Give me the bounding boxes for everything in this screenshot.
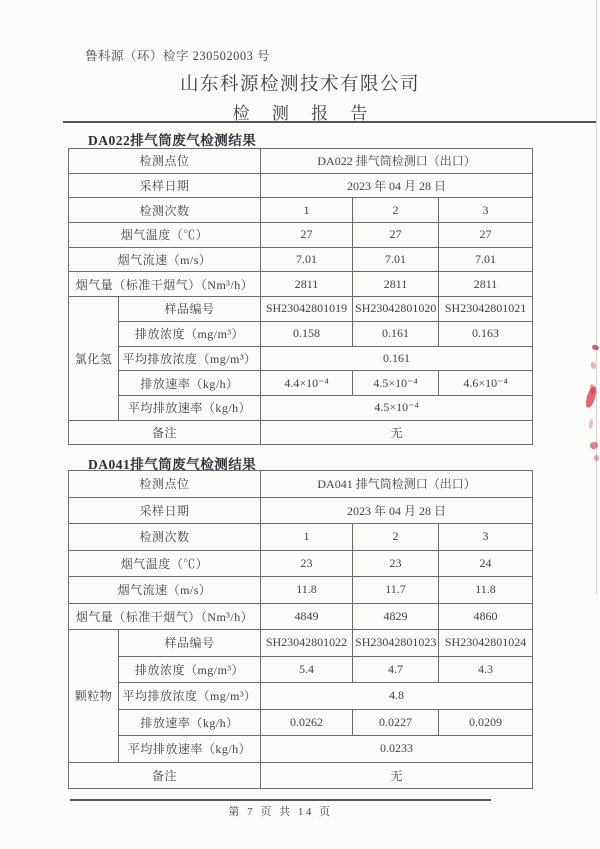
- row-value: 2023 年 04 月 28 日: [261, 497, 533, 524]
- table-row: [69, 471, 533, 498]
- row-label: 烟气温度（℃）: [69, 223, 261, 248]
- cell-value: 1: [261, 198, 353, 223]
- row-label: 检测次数: [69, 524, 261, 551]
- table-row: [69, 272, 533, 297]
- table-row: [69, 524, 533, 551]
- cell-value: 27: [353, 223, 439, 248]
- row-label: 检测次数: [69, 198, 261, 223]
- table-row: [69, 247, 533, 272]
- pollutant-name: 氯化氢: [69, 297, 119, 420]
- table-row: [69, 395, 533, 420]
- row-value: 0.161: [261, 346, 533, 371]
- table-row: [69, 762, 533, 789]
- row-label: 平均排放速率（kg/h）: [119, 736, 261, 763]
- row-value: 无: [261, 762, 533, 789]
- cell-value: 2: [353, 524, 439, 551]
- table-row: [69, 683, 533, 710]
- cell-value: SH23042801020: [353, 297, 439, 322]
- row-label: 采样日期: [69, 173, 261, 198]
- table-row: [69, 736, 533, 763]
- cell-value: 11.8: [261, 577, 353, 604]
- cell-value: 0.0227: [353, 709, 439, 736]
- company-name: 山东科源检测技术有限公司: [179, 75, 420, 95]
- cell-value: 1: [261, 524, 353, 551]
- table-row: [69, 656, 533, 683]
- row-value: 0.0233: [261, 736, 533, 763]
- table-row: [69, 630, 533, 657]
- row-label: 烟气量（标准干烟气）（Nm³/h）: [69, 603, 261, 630]
- row-label: 检测点位: [69, 149, 261, 174]
- cell-value: SH23042801019: [261, 297, 353, 322]
- table-row: [69, 577, 533, 604]
- cell-value: 4.4×10⁻⁴: [261, 371, 353, 396]
- da041-results-table: [68, 470, 533, 789]
- footer-divider: [70, 799, 491, 801]
- cell-value: 23: [353, 550, 439, 577]
- table-row: [69, 709, 533, 736]
- row-label: 排放浓度（mg/m³）: [119, 656, 261, 683]
- cell-value: 4.6×10⁻⁴: [439, 371, 533, 396]
- row-value: DA022 排气筒检测口（出口）: [261, 149, 533, 174]
- cell-value: 23: [261, 550, 353, 577]
- cell-value: 27: [261, 223, 353, 248]
- cell-value: 2811: [353, 272, 439, 297]
- cell-value: SH23042801024: [439, 630, 533, 657]
- row-label: 排放速率（kg/h）: [119, 371, 261, 396]
- row-label: 备注: [69, 420, 261, 445]
- row-label: 烟气量（标准干烟气）（Nm³/h）: [69, 272, 261, 297]
- cell-value: SH23042801023: [353, 630, 439, 657]
- table-row: [69, 198, 533, 223]
- row-value: DA041 排气筒检测口（出口）: [261, 471, 533, 498]
- table-row: [69, 297, 533, 322]
- row-label: 平均排放浓度（mg/m³）: [119, 683, 261, 710]
- table-row: [69, 550, 533, 577]
- cell-value: 4829: [353, 603, 439, 630]
- row-value: 4.8: [261, 683, 533, 710]
- table-row: [69, 223, 533, 248]
- table-row: [69, 603, 533, 630]
- table-row: [69, 149, 533, 174]
- row-label: 样品编号: [119, 630, 261, 657]
- cell-value: 4.7: [353, 656, 439, 683]
- section-title-da022: DA022排气筒废气检测结果: [88, 133, 257, 148]
- cell-value: 27: [439, 223, 533, 248]
- table-row: [69, 321, 533, 346]
- row-value: 无: [261, 420, 533, 445]
- cell-value: 0.161: [353, 321, 439, 346]
- report-title: 检 测 报 告: [232, 104, 377, 123]
- cell-value: 7.01: [353, 247, 439, 272]
- page-number: 第 7 页 共 14 页: [228, 806, 333, 818]
- cell-value: 0.0209: [439, 709, 533, 736]
- row-label: 烟气流速（m/s）: [69, 247, 261, 272]
- scan-edge-line: [596, 0, 597, 595]
- pollutant-name: 颗粒物: [69, 630, 119, 763]
- row-label: 备注: [69, 762, 261, 789]
- seal-fragment: [589, 441, 599, 450]
- cell-value: 4860: [439, 603, 533, 630]
- row-label: 排放速率（kg/h）: [119, 709, 261, 736]
- row-label: 样品编号: [119, 297, 261, 322]
- cell-value: 3: [439, 198, 533, 223]
- cell-value: 2811: [261, 272, 353, 297]
- row-label: 采样日期: [69, 497, 261, 524]
- row-label: 烟气流速（m/s）: [69, 577, 261, 604]
- table-row: [69, 371, 533, 396]
- cell-value: 0.163: [439, 321, 533, 346]
- cell-value: 2: [353, 198, 439, 223]
- row-value: 2023 年 04 月 28 日: [261, 173, 533, 198]
- cell-value: 0.158: [261, 321, 353, 346]
- table-row: [69, 420, 533, 445]
- cell-value: 4849: [261, 603, 353, 630]
- seal-fragment: [589, 384, 595, 395]
- cell-value: 3: [439, 524, 533, 551]
- cell-value: 2811: [439, 272, 533, 297]
- seal-fragment: [588, 419, 594, 430]
- cell-value: 7.01: [439, 247, 533, 272]
- cell-value: 11.7: [353, 577, 439, 604]
- row-label: 排放浓度（mg/m³）: [119, 321, 261, 346]
- row-label: 烟气温度（℃）: [69, 550, 261, 577]
- cell-value: 5.4: [261, 656, 353, 683]
- table-row: [69, 173, 533, 198]
- cell-value: 4.5×10⁻⁴: [353, 371, 439, 396]
- row-label: 平均排放速率（kg/h）: [119, 395, 261, 420]
- cell-value: 7.01: [261, 247, 353, 272]
- cell-value: 0.0262: [261, 709, 353, 736]
- cell-value: 24: [439, 550, 533, 577]
- da022-results-table: [68, 148, 533, 445]
- row-label: 平均排放浓度（mg/m³）: [119, 346, 261, 371]
- section-title-da041: DA041排气筒废气检测结果: [88, 457, 257, 472]
- row-value: 4.5×10⁻⁴: [261, 395, 533, 420]
- document-number: 鲁科源（环）检字 230502003 号: [85, 49, 271, 63]
- cell-value: SH23042801021: [439, 297, 533, 322]
- cell-value: 11.8: [439, 577, 533, 604]
- row-label: 检测点位: [69, 471, 261, 498]
- cell-value: SH23042801022: [261, 630, 353, 657]
- header-divider: [63, 121, 597, 123]
- table-row: [69, 346, 533, 371]
- cell-value: 4.3: [439, 656, 533, 683]
- table-row: [69, 497, 533, 524]
